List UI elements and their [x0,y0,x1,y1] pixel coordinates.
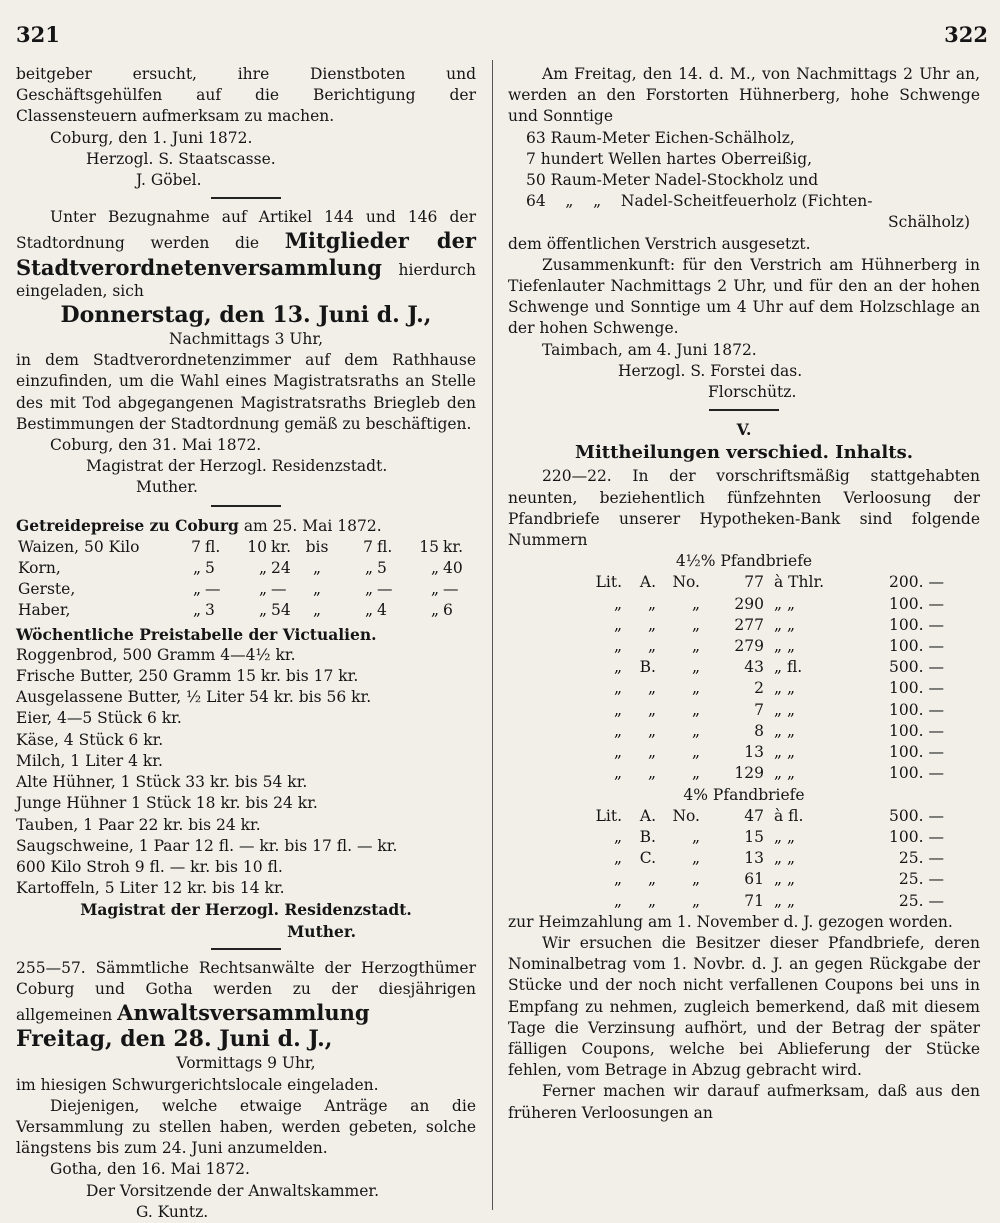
grain-cell-d: „ [430,559,439,578]
pfandbrief-cell: 25. — [898,891,944,910]
pfandbrief-cell: „ [647,743,656,762]
notice3-office: Der Vorsitzende der Anwaltskammer. [86,1181,380,1200]
pfandbrief-cell: „ [613,637,622,656]
pfandbrief-cell: „ „ [774,743,795,762]
grain-cell-c: „ [364,559,373,578]
pfandbrief-cell: à Thlr. [774,573,825,592]
pfandbrief-row [578,763,946,784]
pfandbrief-cell: „ [647,891,656,910]
pfandbrief-cell: „ [613,743,622,762]
pfandbrief-cell: B. [639,827,656,846]
pfandbrief-cell: „ [613,891,622,910]
pfandbrief-cell: A. [639,806,656,825]
pfandbrief-cell: 100. — [889,615,944,634]
pfandbrief-row [578,700,946,721]
victual-item: Saugschweine, 1 Paar 12 fl. — kr. bis 17 fl. — kr. [16,836,398,855]
pfandbrief-head-1: 4½% Pfandbriefe [675,552,813,571]
grain-cell-ud: 6 [443,601,453,620]
notice2-day: Donnerstag, den 13. Juni d. J., [60,302,432,329]
pfandbrief-cell: 15 [744,827,764,846]
grain-heading [16,515,476,537]
grain-cell-ud: kr. [443,537,464,556]
forest-items [508,128,980,213]
forest-intro: Am Freitag, den 14. d. M., von Nachmittags 2 Uhr an, werden an den Forstorten Hühnerberg, hohe Schwenge und Sonntige [508,65,980,126]
pfandbrief-cell: C. [639,849,656,868]
victual-item: Milch, 1 Liter 4 kr. [16,751,163,770]
pfandbrief-cell: B. [639,658,656,677]
victual-item: Ausgelassene Butter, ½ Liter 54 kr. bis 56 kr. [16,688,372,707]
pfandbrief-cell: „ [691,658,700,677]
grain-cell-c: „ [364,580,373,599]
pfandbrief-cell: „ „ [774,700,795,719]
pfandbrief-cell: No. [672,806,700,825]
notice2-body: in dem Stadtverordnetenzimmer auf dem Rathhause einzufinden, um die Wahl eines Magistratsraths an Stelle des mit Tod abgegangenen Magistratsraths Briegleb den Bestimmungen der Stadtordnung gemäß zu beschäftigen. [16,351,476,433]
pfandbrief-row [578,657,946,678]
notice1-signature: J. Göbel. [136,171,202,190]
grain-cell-b: „ [258,601,267,620]
grain-cell-b: „ [258,580,267,599]
pfandbrief-cell: 71 [744,891,764,910]
pfandbrief-cell: „ [691,679,700,698]
pfandbrief-cell: 100. — [889,679,944,698]
victual-item: 600 Kilo Stroh 9 fl. — kr. bis 10 fl. [16,857,283,876]
grain-cell-c: 7 [363,537,373,556]
section-title: Mittheilungen verschied. Inhalts. [575,442,913,464]
grain-cell-ud: 40 [443,559,463,578]
pfandbrief-cell: „ [613,658,622,677]
victual-item: Junge Hühner 1 Stück 18 kr. bis 24 kr. [16,794,318,813]
pfandbrief-cell: à fl. [774,806,804,825]
pfandbrief-cell: „ „ [774,849,795,868]
pfandbrief-cell: „ [691,891,700,910]
notice3-paragraph [16,958,476,1027]
grain-cell-ud: — [443,580,459,599]
notice3-time: Vormittags 9 Uhr, [176,1054,316,1073]
pfandbrief-row [578,742,946,763]
pfandbrief-cell: „ [647,615,656,634]
grain-cell-bis: „ [312,580,322,599]
pfandbrief-row [578,827,946,848]
notice3-body: Diejenigen, welche etwaige Anträge an die Versammlung zu stellen haben, werden gebeten, solche längstens bis zum 24. Juni anzumelden. [16,1096,476,1158]
pfandbrief-cell: 61 [744,870,764,889]
victual-list [16,645,476,899]
grain-cell-uc: 5 [377,559,387,578]
notice3-signature: G. Kuntz. [136,1202,209,1221]
notice3-title: Anwaltsversammlung [117,1000,370,1026]
pfandbrief-cell: „ [613,849,622,868]
pfandbrief-cell: A. [639,573,656,592]
pfandbrief-cell: 25. — [898,849,944,868]
grain-cell-bis: „ [312,559,322,578]
grain-cell-ub: 24 [271,559,291,578]
pfandbrief-cell: „ [613,764,622,783]
grain-title: Getreidepreise zu Coburg [16,515,239,535]
grain-cell-a: „ [192,559,201,578]
grain-cell-c: „ [364,601,373,620]
pfandbrief-head-2: 4% Pfandbriefe [683,785,805,804]
pfandbrief-cell: „ „ [774,891,795,910]
grain-cell-ua: — [205,580,221,599]
pfandbrief-cell: „ [691,827,700,846]
notice2-after: hierdurch eingeladen, sich [16,260,476,300]
grain-cell-d: „ [430,580,439,599]
pfandbrief-outro: zur Heimzahlung am 1. November d. J. gezogen worden. [508,912,953,931]
notice2-office: Magistrat der Herzogl. Residenzstadt. [86,457,388,476]
separator-rule [709,409,779,411]
victual-item: Eier, 4—5 Stück 6 kr. [16,709,182,728]
forest-item: 64 „ „ Nadel-Scheitfeuerholz (Fichten- [526,192,873,211]
pfandbrief-cell: „ [691,637,700,656]
grain-price-table [16,537,469,622]
notice3-place: im hiesigen Schwurgerichtslocale eingeladen. [16,1075,379,1094]
pfandbrief-cell: 13 [744,743,764,762]
pfandbrief-row [578,678,946,699]
grain-cell-ub: — [271,580,287,599]
notice2-paragraph [16,207,476,302]
pfandbrief-cell: „ [647,679,656,698]
notice2-signature: Muther. [136,478,198,497]
pfandbrief-intro: 220—22. In der vorschriftsmäßig stattgehabten neunten, beziehentlich fünfzehnten Verloosung der Pfandbriefe unserer Hypotheken-Bank sind folgende Nummern [508,467,980,550]
pfandbrief-table-2 [578,806,946,912]
notice2-date: Coburg, den 31. Mai 1872. [50,436,262,455]
pfandbrief-cell: „ fl. [774,658,803,677]
pfandbrief-cell: „ [691,615,700,634]
pfandbrief-cell: „ „ [774,827,795,846]
pfandbrief-row [578,891,946,912]
grain-cell-b: 10 [247,537,267,556]
pfandbrief-cell: „ [647,721,656,740]
notice2-time: Nachmittags 3 Uhr, [168,330,324,349]
pfandbrief-cell: „ „ [774,870,795,889]
pfandbrief-cell: 100. — [889,743,944,762]
grain-cell-uc: 4 [377,601,387,620]
grain-cell-name: Waizen, 50 Kilo [18,537,140,556]
victual-item: Alte Hühner, 1 Stück 33 kr. bis 54 kr. [16,773,308,792]
grain-cell-bis: bis [305,537,329,556]
pfandbrief-cell: 100. — [889,637,944,656]
pfandbrief-cell: „ [691,594,700,613]
forest-item-cont: Schälholz) [888,213,970,232]
pfandbrief-cell: 277 [734,615,764,634]
right-column [508,64,980,1124]
pfandbrief-cell: 77 [744,573,764,592]
pfandbrief-cell: 100. — [889,721,944,740]
victual-office: Magistrat der Herzogl. Residenzstadt. [80,900,412,920]
pfandbrief-cell: „ „ [774,721,795,740]
grain-cell-name: Gerste, [18,580,76,599]
victual-item: Kartoffeln, 5 Liter 12 kr. bis 14 kr. [16,879,285,898]
column-divider [492,60,493,1210]
grain-cell-bis: „ [312,601,322,620]
pfandbrief-body-2: Ferner machen wir darauf aufmerksam, daß aus den früheren Verloosungen an [508,1082,980,1122]
pfandbrief-cell: „ [613,615,622,634]
grain-cell-a: 7 [191,537,201,556]
pfandbrief-cell: 7 [754,700,764,719]
section-number: V. [736,420,752,440]
pfandbrief-row [578,848,946,869]
forest-item: 63 Raum-Meter Eichen-Schälholz, [526,128,795,147]
pfandbrief-cell: 100. — [889,827,944,846]
pfandbrief-row [578,869,946,890]
notice3-intro: 255—57. Sämmtliche Rechtsanwälte der Herzogthümer Coburg und Gotha werden zu der diesjährigen allgemeinen [16,958,476,1025]
grain-cell-uc: — [377,580,393,599]
grain-cell-b: „ [258,559,267,578]
pfandbrief-cell: „ [613,594,622,613]
grain-cell-d: 15 [419,537,439,556]
notice2-intro: Unter Bezugnahme auf Artikel 144 und 146 der Stadtordnung werden die [16,208,476,253]
grain-cell-uc: fl. [377,537,393,556]
pfandbrief-cell: 100. — [889,764,944,783]
pfandbrief-cell: „ [691,700,700,719]
grain-cell-ua: fl. [205,537,221,556]
notice1-office: Herzogl. S. Staatscasse. [86,149,276,168]
forest-item: 50 Raum-Meter Nadel-Stockholz und [526,171,819,190]
victual-item: Roggenbrod, 500 Gramm 4—4½ kr. [16,645,296,664]
pfandbrief-row [578,572,946,593]
grain-cell-name: Haber, [18,601,71,620]
forest-item: 7 hundert Wellen hartes Oberreißig, [526,149,813,168]
grain-row [16,537,469,558]
victual-item: Frische Butter, 250 Gramm 15 kr. bis 17 kr. [16,667,359,686]
pfandbrief-cell: 500. — [889,806,944,825]
grain-cell-d: „ [430,601,439,620]
grain-cell-ub: kr. [271,537,292,556]
notice3-day: Freitag, den 28. Juni d. J., [16,1026,333,1053]
grain-date: am 25. Mai 1872. [243,516,382,535]
pfandbrief-cell: „ [647,637,656,656]
pfandbrief-cell: „ [691,721,700,740]
pfandbrief-table-1 [578,572,946,784]
pfandbrief-cell: „ [613,827,622,846]
pfandbrief-cell: 290 [734,594,764,613]
pfandbrief-cell: „ [613,700,622,719]
pfandbrief-cell: „ [613,721,622,740]
notice1-text: beitgeber ersucht, ihre Dienstboten und Geschäftsgehülfen auf die Berichtigung der Classensteuern aufmerksam zu machen. [16,65,476,126]
pfandbrief-body-1: Wir ersuchen die Besitzer dieser Pfandbriefe, deren Nominalbetrag vom 1. Novbr. d. J. an gegen Rückgabe der Stücke und der noch nicht verfallenen Coupons bei uns in Empfang zu nehmen, zugleich bemerkend, daß mit diesem Tage die Verzinsung aufhört, und der Betrag der später fälligen Coupons, welche bei Ablieferung der Stücke fehlen, vom Betrage in Abzug gebracht wird. [508,933,980,1080]
pfandbrief-cell: No. [672,573,700,592]
page-number-left: 321 [16,22,60,47]
victual-item: Tauben, 1 Paar 22 kr. bis 24 kr. [16,815,261,834]
pfandbrief-cell: „ [647,870,656,889]
grain-row [16,558,469,579]
pfandbrief-cell: 200. — [889,573,944,592]
victual-title: Wöchentliche Preistabelle der Victualien. [16,624,377,644]
separator-rule [211,505,281,507]
pfandbrief-cell: „ [613,870,622,889]
pfandbrief-cell: 13 [744,849,764,868]
victual-signature: Muther. [287,921,356,941]
pfandbrief-cell: 25. — [898,870,944,889]
pfandbrief-cell: Lit. [595,806,622,825]
pfandbrief-row [578,615,946,636]
victual-item: Käse, 4 Stück 6 kr. [16,730,164,749]
forest-meeting: Zusammenkunft: für den Verstrich am Hühnerberg in Tiefenlauter Nachmittags 2 Uhr, und für den an der hohen Schwenge und Sonntige um 4 Uhr auf dem Holzschlage an der hohen Schwenge. [508,255,980,338]
pfandbrief-row [578,636,946,657]
pfandbrief-cell: 2 [754,679,764,698]
grain-cell-a: „ [192,601,201,620]
pfandbrief-cell: 129 [734,764,764,783]
grain-cell-ua: 5 [205,559,215,578]
pfandbrief-cell: „ [691,870,700,889]
pfandbrief-cell: „ „ [774,615,795,634]
pfandbrief-cell: 279 [734,637,764,656]
notice1-date: Coburg, den 1. Juni 1872. [50,128,253,147]
grain-cell-name: Korn, [18,559,61,578]
page-number-right: 322 [944,22,988,47]
forest-sale: dem öffentlichen Verstrich ausgesetzt. [508,234,811,253]
pfandbrief-cell: „ „ [774,764,795,783]
pfandbrief-cell: „ [647,700,656,719]
pfandbrief-cell: 43 [744,658,764,677]
forest-office: Herzogl. S. Forstei das. [618,361,803,380]
pfandbrief-cell: „ [691,764,700,783]
grain-row [16,579,469,600]
pfandbrief-row [578,721,946,742]
grain-cell-ua: 3 [205,601,215,620]
notice3-date: Gotha, den 16. Mai 1872. [50,1160,250,1179]
pfandbrief-cell: „ „ [774,637,795,656]
grain-cell-a: „ [192,580,201,599]
grain-cell-ub: 54 [271,601,291,620]
pfandbrief-cell: Lit. [595,573,622,592]
notice2-title: Mitglieder der Stadtverordnetenversammlung [16,228,476,280]
pfandbrief-cell: „ „ [774,679,795,698]
pfandbrief-cell: 8 [754,721,764,740]
pfandbrief-row [578,594,946,615]
forest-date: Taimbach, am 4. Juni 1872. [542,340,757,359]
pfandbrief-cell: „ [613,679,622,698]
grain-row [16,600,469,621]
separator-rule [211,197,281,199]
pfandbrief-cell: 47 [744,806,764,825]
pfandbrief-cell: „ [691,743,700,762]
left-column [16,64,476,1223]
pfandbrief-cell: „ [691,849,700,868]
pfandbrief-cell: 500. — [889,658,944,677]
forest-signature: Florschütz. [708,383,797,402]
pfandbrief-row [578,806,946,827]
pfandbrief-cell: „ „ [774,594,795,613]
separator-rule [211,948,281,950]
pfandbrief-cell: 100. — [889,700,944,719]
pfandbrief-cell: „ [647,594,656,613]
pfandbrief-cell: „ [647,764,656,783]
pfandbrief-cell: 100. — [889,594,944,613]
